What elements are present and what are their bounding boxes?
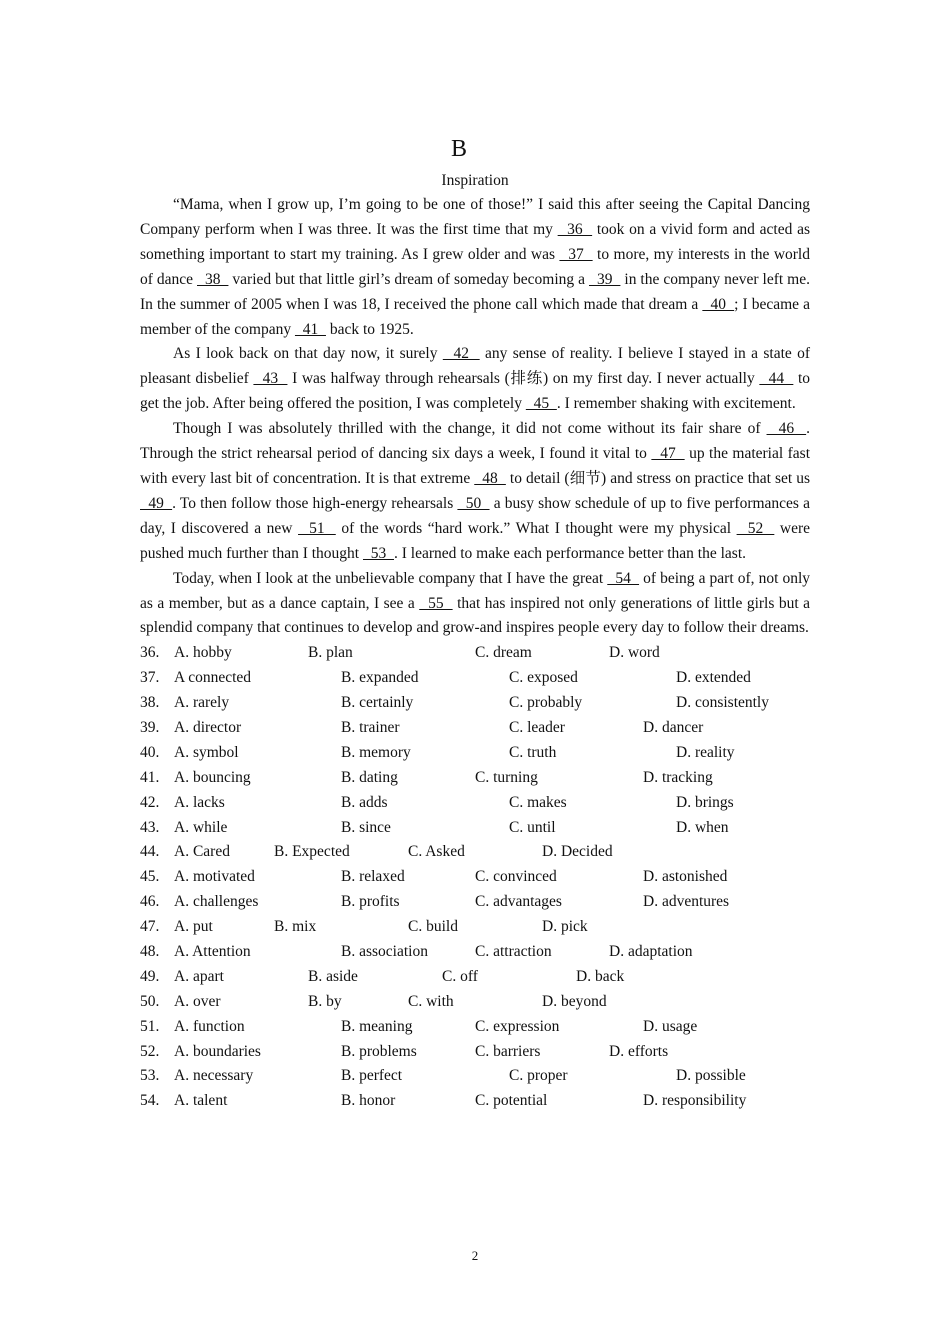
option-b: B. honor: [341, 1092, 396, 1110]
question-number: 39.: [140, 718, 160, 736]
option-b: B. memory: [341, 743, 411, 761]
option-c: C. turning: [475, 768, 538, 786]
question-number: 36.: [140, 644, 160, 662]
passage-text: a busy show schedule of up to five performances a day, I discovered a new: [140, 494, 814, 537]
passage-paragraph: [140, 193, 814, 342]
option-b: B. aside: [308, 967, 358, 985]
passage-text: As I look back on that day now, it surely: [173, 345, 443, 363]
question-number: 50.: [140, 992, 160, 1010]
option-c: C. leader: [509, 718, 565, 736]
option-d: D. responsibility: [643, 1092, 747, 1110]
question-number: 37.: [140, 669, 160, 687]
question-number: 42.: [140, 793, 160, 811]
option-d: D. pick: [542, 918, 588, 936]
question-row: [140, 890, 810, 915]
page-number: 2: [471, 1248, 479, 1263]
question-row: [140, 741, 810, 766]
option-a: A. apart: [174, 967, 224, 985]
question-number: 49.: [140, 967, 160, 985]
passage-text: . I learned to make each performance better than the last.: [393, 544, 747, 562]
option-c: C. dream: [475, 644, 532, 662]
passage-text: back to 1925.: [325, 320, 414, 338]
option-c: C. advantages: [475, 893, 562, 911]
option-d: D. efforts: [609, 1042, 669, 1060]
question-number: 52.: [140, 1042, 160, 1060]
option-b: B. expanded: [341, 669, 419, 687]
passage-text: any sense of reality. I believe I stayed in a state of pleasant disbelief: [140, 345, 814, 388]
passage-paragraph: [140, 417, 814, 566]
option-d: D. tracking: [643, 768, 713, 786]
option-a: A. bouncing: [174, 768, 251, 786]
option-b: B. dating: [341, 768, 398, 786]
passage-text: of the words “hard work.” What I thought were my physical: [335, 519, 737, 537]
passage-title: Inspiration: [441, 172, 509, 189]
option-b: B. plan: [308, 644, 353, 662]
blank-number: 48: [474, 469, 506, 487]
passage-text: to detail (细节) and stress on practice that set us: [505, 469, 814, 487]
blank-number: 53: [362, 544, 394, 562]
question-row: [140, 791, 810, 816]
question-row: [140, 716, 810, 741]
option-b: B. certainly: [341, 694, 414, 712]
option-b: B. mix: [274, 918, 317, 936]
worksheet-page: [140, 130, 814, 1114]
question-row: [140, 840, 810, 865]
question-number: 53.: [140, 1067, 160, 1085]
question-row: [140, 1040, 810, 1065]
option-a: A. function: [174, 1017, 245, 1035]
blank-number: 55: [419, 594, 453, 612]
question-row: [140, 1064, 810, 1089]
option-a: A. symbol: [174, 743, 239, 761]
question-row: [140, 1089, 810, 1114]
option-d: D. dancer: [643, 718, 704, 736]
question-number: 44.: [140, 843, 160, 861]
passage-text: “Mama, when I grow up, I’m going to be one of those!” I said this after seeing the Capital Dancing Company perform when I was three. It was the first time that my: [140, 196, 814, 238]
option-c: C. barriers: [475, 1042, 541, 1060]
option-d: D. adventures: [643, 893, 730, 911]
passage-text: to more, my interests in the world of dance: [140, 245, 814, 288]
question-row: [140, 691, 810, 716]
option-b: B. perfect: [341, 1067, 403, 1085]
blank-number: 44: [759, 370, 794, 388]
option-b: B. by: [308, 992, 342, 1010]
option-b: B. relaxed: [341, 868, 405, 886]
passage-text: varied but that little girl’s dream of someday becoming a: [228, 270, 589, 288]
option-b: B. profits: [341, 893, 400, 911]
option-d: D. reality: [676, 743, 735, 761]
option-a: A. necessary: [174, 1067, 254, 1085]
blank-number: 41: [294, 320, 326, 338]
blank-number: 38: [197, 270, 229, 288]
blank-number: 39: [589, 270, 621, 288]
question-number: 41.: [140, 768, 160, 786]
blank-number: 36: [557, 220, 593, 238]
question-row: [140, 940, 810, 965]
question-row: [140, 865, 810, 890]
option-a: A. rarely: [174, 694, 230, 712]
question-row: [140, 641, 810, 666]
passage-text: . Through the strict rehearsal period of dancing six days a week, I found it vital to: [140, 420, 814, 463]
blank-number: 37: [559, 245, 593, 263]
blank-number: 50: [457, 494, 490, 512]
option-a: A. boundaries: [174, 1042, 261, 1060]
option-a: A connected: [174, 669, 252, 687]
option-a: A. motivated: [174, 868, 255, 886]
question-row: [140, 1015, 810, 1040]
question-row: [140, 666, 810, 691]
option-d: D. beyond: [542, 992, 607, 1010]
option-a: A. director: [174, 718, 242, 736]
option-a: A. while: [174, 818, 228, 836]
option-a: A. Attention: [174, 943, 251, 960]
question-row: [140, 766, 810, 791]
question-options: [140, 641, 810, 1114]
option-c: C. probably: [509, 694, 583, 712]
option-b: B. since: [341, 818, 391, 836]
passage-text: . I remember shaking with excitement.: [556, 395, 796, 413]
blank-number: 46: [766, 420, 807, 438]
option-a: A. Cared: [174, 843, 230, 861]
option-c: C. attraction: [475, 943, 552, 960]
option-c: C. proper: [509, 1067, 568, 1085]
passage: [140, 193, 814, 641]
blank-number: 47: [651, 445, 685, 463]
option-b: B. trainer: [341, 718, 400, 736]
passage-text: Though I was absolutely thrilled with the change, it did not come without its fair share of: [173, 420, 767, 438]
option-d: D. adaptation: [609, 943, 693, 960]
question-row: [140, 990, 810, 1015]
option-c: C. build: [408, 918, 458, 936]
option-a: A. talent: [174, 1092, 228, 1110]
option-d: D. Decided: [542, 843, 613, 861]
option-c: C. expression: [475, 1017, 560, 1035]
blank-number: 43: [253, 370, 288, 388]
question-row: [140, 915, 810, 940]
passage-text: to get the job. After being offered the position, I was completely: [140, 370, 814, 413]
option-c: C. potential: [475, 1092, 548, 1110]
question-row: [140, 816, 810, 841]
option-a: A. lacks: [174, 793, 225, 811]
option-b: B. problems: [341, 1042, 417, 1060]
question-number: 48.: [140, 943, 160, 960]
option-b: B. meaning: [341, 1017, 413, 1035]
option-c: C. convinced: [475, 868, 557, 886]
option-c: C. Asked: [408, 843, 465, 861]
passage-text: I was halfway through rehearsals (排练) on my first day. I never actually: [287, 370, 760, 388]
blank-number: 45: [525, 395, 557, 413]
blank-number: 51: [298, 519, 336, 537]
option-b: B. Expected: [274, 843, 350, 861]
blank-number: 42: [442, 345, 480, 363]
question-number: 43.: [140, 818, 160, 836]
passage-text: that has inspired not only generations of little girls but a splendid company that continues to develop and grow-and inspires people every day to follow their dreams.: [140, 594, 814, 637]
passage-text: of being a part of, not only as a member, but as a dance captain, I see a: [140, 569, 814, 612]
option-c: C. off: [442, 967, 478, 985]
passage-paragraph: [140, 342, 814, 417]
option-b: B. adds: [341, 793, 388, 811]
option-d: D. when: [676, 818, 729, 836]
question-number: 40.: [140, 743, 160, 761]
passage-paragraph: [140, 567, 814, 642]
option-d: D. word: [609, 644, 660, 662]
question-number: 51.: [140, 1017, 160, 1035]
blank-number: 40: [702, 295, 735, 313]
option-b: B. association: [341, 943, 428, 960]
passage-text: ; I became a member of the company: [140, 295, 814, 338]
question-number: 54.: [140, 1092, 160, 1110]
blank-number: 52: [736, 519, 775, 537]
option-d: D. extended: [676, 669, 751, 687]
option-c: C. until: [509, 818, 556, 836]
option-c: C. with: [408, 992, 454, 1010]
option-d: D. back: [576, 967, 625, 985]
passage-text: took on a vivid form and acted as something important to start my training. As I grew older and was: [140, 220, 814, 263]
passage-text: Today, when I look at the unbelievable company that I have the great: [173, 569, 608, 587]
question-number: 45.: [140, 868, 160, 886]
passage-text: were pushed much further than I thought: [140, 519, 814, 562]
blank-number: 49: [140, 494, 173, 512]
question-number: 38.: [140, 694, 160, 712]
section-letter: B: [450, 136, 467, 162]
option-d: D. brings: [676, 793, 734, 811]
passage-text: in the company never left me. In the summer of 2005 when I was 18, I received the phone call which made that dream a: [140, 270, 814, 313]
passage-text: up the material fast with every last bit of concentration. It is that extreme: [140, 445, 814, 487]
option-a: A. over: [174, 992, 221, 1010]
option-d: D. astonished: [643, 868, 728, 886]
option-a: A. hobby: [174, 644, 232, 662]
option-c: C. makes: [509, 793, 567, 811]
option-d: D. possible: [676, 1067, 746, 1085]
option-c: C. truth: [509, 743, 557, 761]
question-row: [140, 965, 810, 990]
option-c: C. exposed: [509, 669, 578, 687]
question-number: 46.: [140, 893, 160, 911]
option-a: A. challenges: [174, 893, 259, 911]
passage-text: . To then follow those high-energy rehearsals: [172, 494, 458, 512]
option-d: D. consistently: [676, 694, 769, 712]
blank-number: 54: [607, 569, 640, 587]
option-a: A. put: [174, 918, 213, 936]
option-d: D. usage: [643, 1017, 698, 1035]
question-number: 47.: [140, 918, 160, 936]
